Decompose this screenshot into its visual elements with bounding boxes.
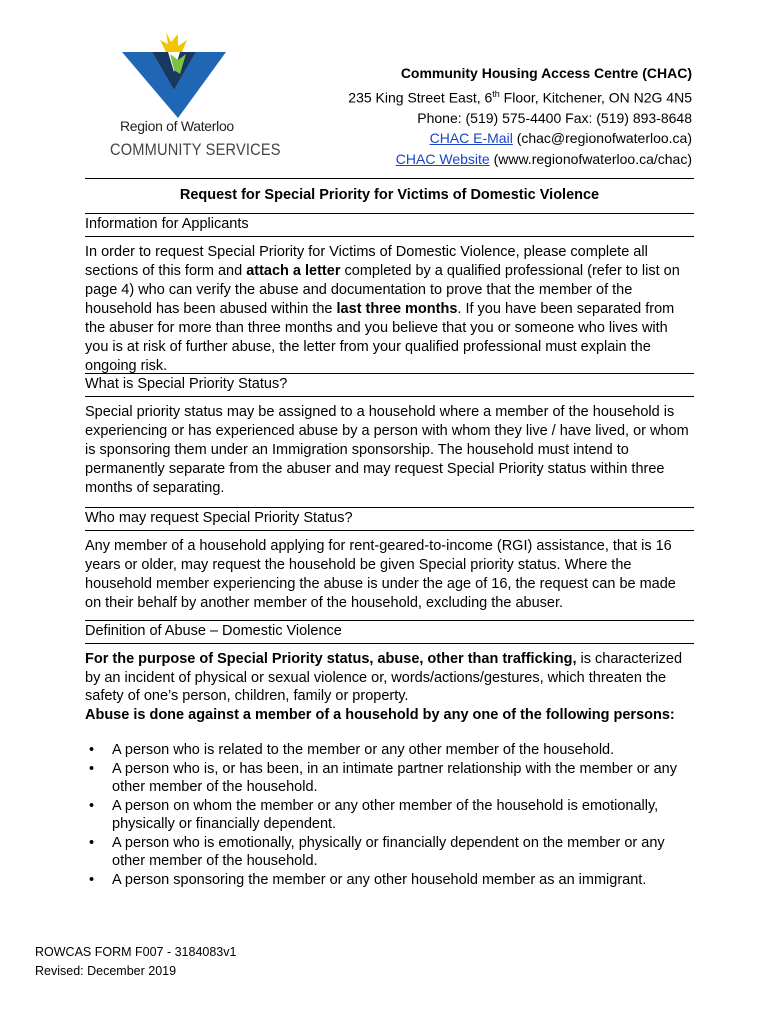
divider	[85, 373, 694, 374]
section-heading-definition: Definition of Abuse – Domestic Violence	[85, 623, 342, 639]
bullet-icon: •	[89, 742, 95, 758]
website-line	[348, 149, 692, 170]
form-footer	[35, 943, 236, 981]
list-intro: Abuse is done against a member of a household by any one of the following persons:	[85, 706, 675, 723]
address-floor-sup: th	[492, 88, 500, 99]
address-street: 235 King Street East, 6	[348, 89, 493, 106]
website-address: (www.regionofwaterloo.ca/chac)	[489, 150, 692, 167]
phone-fax: Phone: (519) 575-4400 Fax: (519) 893-8648	[417, 109, 692, 126]
address-line	[348, 84, 692, 108]
list-item-text: A person sponsoring the member or any other household member as an immigrant.	[112, 871, 647, 888]
text: . If you have been separated from the abuser for more than three months and you believe that you or someone who lives with you is at risk of further abuse, the letter from your qualified professional must explain the ongoing risk.	[85, 301, 675, 374]
form-id: ROWCAS FORM F007 - 3184083v1	[35, 945, 237, 959]
definition-paragraph	[85, 650, 691, 724]
abuser-list	[85, 741, 685, 889]
email-line	[348, 128, 692, 149]
emphasis: last three months	[336, 301, 458, 317]
text: In order to request Special Priority for Victims of Domestic Violence, please complete all sections of this form and	[85, 244, 648, 279]
list-item-text: A person who is, or has been, in an intimate partner relationship with the member or any other member of the household.	[112, 760, 677, 795]
bullet-icon: •	[89, 797, 95, 814]
divider	[85, 507, 694, 508]
logo-yellow-spike	[160, 32, 187, 52]
list-item-text: A person who is emotionally, physically or financially dependent on the member or any other member of the household.	[112, 834, 665, 869]
text: completed by a qualified professional (refer to list on page 4) who can verify the abuse and documentation to prove that the member of the household has been abused within the	[85, 263, 680, 317]
applicants-paragraph	[85, 243, 691, 376]
logo-region-text: Region of Waterloo	[120, 118, 234, 134]
who-may-paragraph: Any member of a household applying for rent-geared-to-income (RGI) assistance, that is 16 years or older, may request the household be given Special priority status. Where the household member experiencing the abuse is under the age of 16, the request can be made on their behalf by another member of the household, excluding the abuser.	[85, 538, 676, 611]
section-heading-what-is: What is Special Priority Status?	[85, 376, 288, 392]
divider	[85, 213, 694, 214]
divider	[85, 236, 694, 237]
divider	[85, 620, 694, 621]
header-divider	[85, 178, 694, 179]
list-item	[85, 741, 685, 760]
contact-header	[348, 63, 692, 169]
list-item-text: A person on whom the member or any other member of the household is emotionally, physically or financially dependent.	[112, 797, 659, 832]
text: is characterized by an incident of physical or sexual violence or, words/actions/gestures, which threaten the safety of one’s person, children, family or property.	[85, 651, 683, 704]
list-item	[85, 834, 685, 871]
bullet-icon: •	[89, 760, 95, 777]
bullet-icon: •	[89, 834, 95, 851]
email-link[interactable]: CHAC E-Mail	[429, 130, 513, 147]
emphasis: For the purpose of Special Priority status, abuse, other than trafficking,	[85, 651, 577, 667]
divider	[85, 530, 694, 531]
list-item-text: A person who is related to the member or any other member of the household.	[112, 742, 615, 758]
list-item	[85, 760, 685, 797]
logo-services-text: COMMUNITY SERVICES	[110, 140, 281, 159]
address-city: Floor, Kitchener, ON N2G 4N5	[499, 89, 692, 106]
website-link[interactable]: CHAC Website	[395, 150, 490, 167]
divider	[85, 396, 694, 397]
revised-date: Revised: December 2019	[35, 964, 177, 978]
bullet-icon: •	[89, 871, 95, 888]
list-item	[85, 871, 685, 890]
what-is-paragraph: Special priority status may be assigned to a household where a member of the household is experiencing or has experienced abuse by a person with whom they live / have lived, or whom is sponsoring them under an Immigration sponsorship. The household must intend to permanently separate from the abuser and may request Special Priority status within three months of separating.	[85, 404, 689, 496]
divider	[85, 643, 694, 644]
section-heading-applicants: Information for Applicants	[85, 216, 249, 232]
form-title: Request for Special Priority for Victims of Domestic Violence	[179, 187, 600, 203]
list-item	[85, 797, 685, 834]
org-name: Community Housing Access Centre (CHAC)	[400, 65, 692, 81]
email-address: (chac@regionofwaterloo.ca)	[512, 130, 692, 147]
emphasis: attach a letter	[246, 263, 341, 279]
section-heading-who-may: Who may request Special Priority Status?	[85, 510, 353, 526]
logo-mark-icon	[108, 28, 248, 123]
